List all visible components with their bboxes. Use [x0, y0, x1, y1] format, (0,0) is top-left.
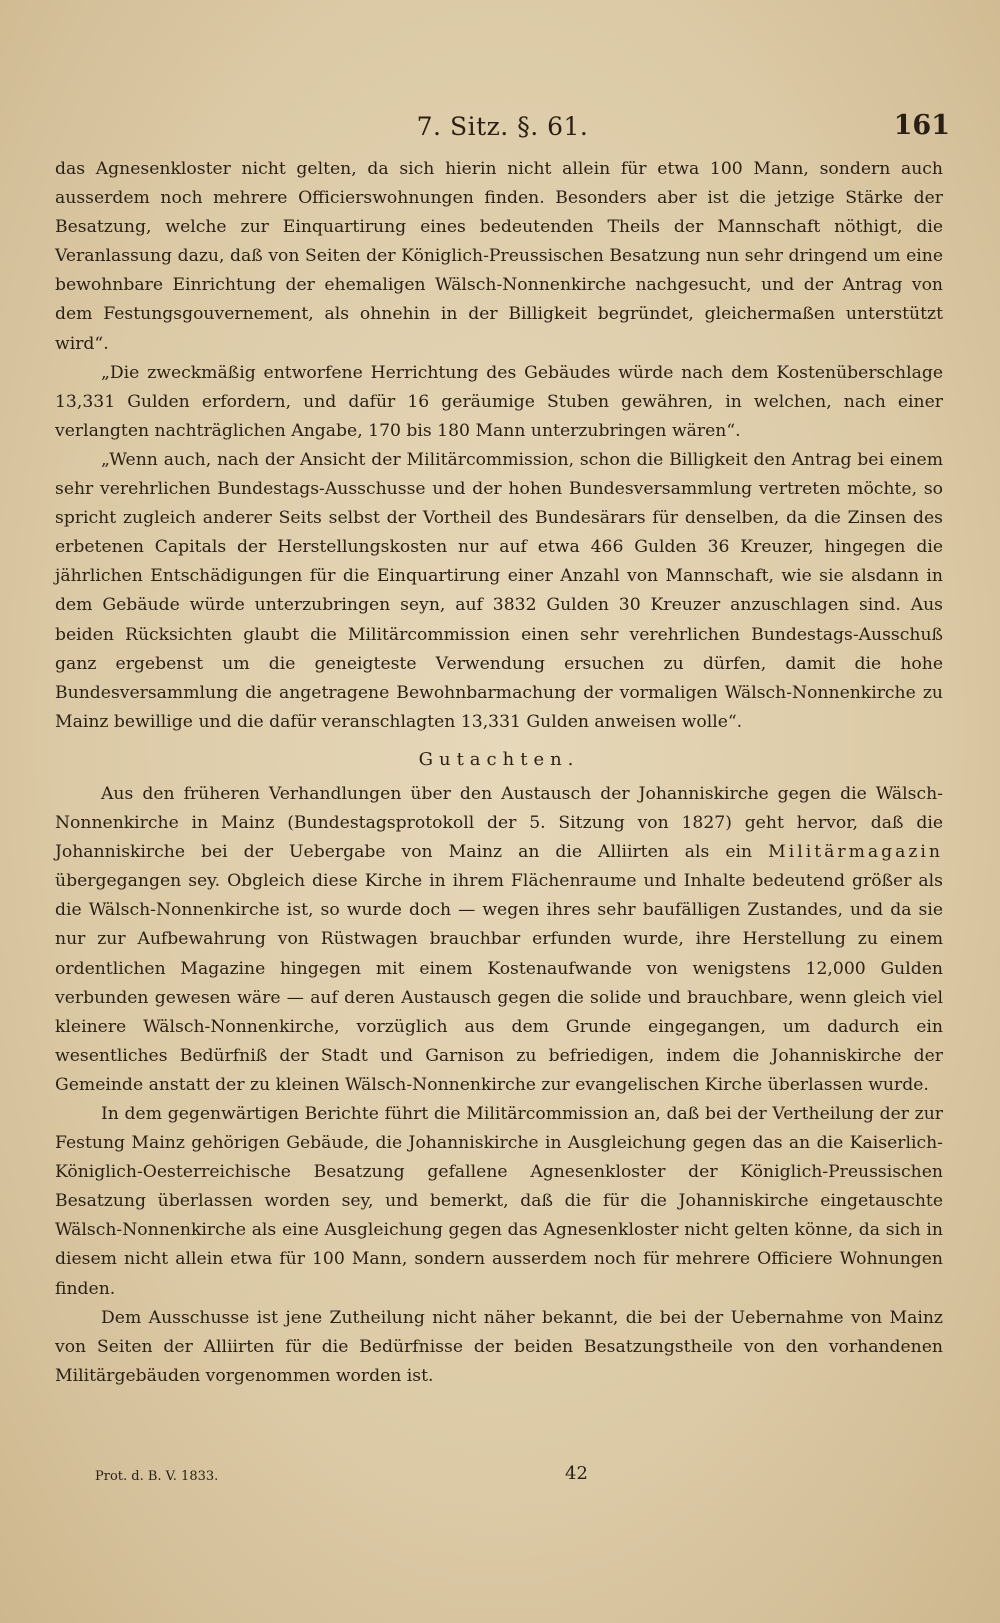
paragraph-gutachten-3: Dem Ausschusse ist jene Zutheilung nicht näher bekannt, die bei der Uebernahme von Mainz von Seiten der Alliirten für die Bedürfnisse der beiden Besatzungstheile von den vorhandenen Militärgebäuden vorgenommen worden ist.: [55, 1307, 943, 1386]
paragraph-cost-estimate: „Die zweckmäßig entworfene Herrichtung des Gebäudes würde nach dem Kostenüberschlage 13,331 Gulden erfordern, und dafür 16 geräumige Stuben gewähren, in welchen, nach einer verlangten nachträglichen Angabe, 170 bis 180 Mann unterzubringen wären“.: [55, 362, 943, 441]
section-heading: Gutachten.: [418, 748, 580, 770]
paragraph-gutachten-2: In dem gegenwärtigen Berichte führt die Militärcommission an, daß bei der Vertheilung der zur Festung Mainz gehörigen Gebäude, die Johanniskirche in Ausgleichung gegen das an die Kaiserlich-Königlich-Oesterreichische Besatzung gefallene Agnesenkloster der Königlich-Preussischen Besatzung überlassen worden sey, und bemerkt, daß die für die Johanniskirche eingetauschte Wälsch-Nonnenkirche als eine Ausgleichung gegen das Agnesenkloster nicht gelten könne, da sich in diesem nicht allein etwa für 100 Mann, sondern ausserdem noch für mehrere Officiere Wohnungen finden.: [55, 1104, 943, 1299]
running-title: 7. Sitz. §. 61.: [416, 112, 589, 141]
page-number: 161: [893, 110, 950, 141]
paragraph-military-commission: „Wenn auch, nach der Ansicht der Militärcommission, schon die Billigkeit den Antrag bei einem sehr verehrlichen Bundestags-Ausschusse und der hohen Bundesversammlung vertreten möchte, so spricht zugleich anderer Seits selbst der Vortheil des Bundesärars für denselben, da die Zinsen des erbetenen Capitals der Herstellungskosten nur auf etwa 466 Gulden 36 Kreuzer, hingegen die jährlichen Entschädigungen für die Einquartirung einer Anzahl von Mannschaft, wie sie alsdann in dem Gebäude würde unterzubringen seyn, auf 3832 Gulden 30 Kreuzer anzuschlagen sind. Aus beiden Rücksichten glaubt die Militärcommission einen sehr verehrlichen Bundestags-Ausschuß ganz ergebenst um die geneigteste Verwendung ersuchen zu dürfen, damit die hohe Bundesversammlung die angetragene Bewohnbarmachung der vormaligen Wälsch-Nonnenkirche zu Mainz bewillige und die dafür veranschlagten 13,331 Gulden anweisen wolle“.: [55, 449, 943, 732]
page-footer: [55, 1463, 950, 1493]
gutachten-1-after: übergegangen sey. Obgleich diese Kirche in ihrem Flächenraume und Inhalte bedeutend größer als die Wälsch-Nonnenkirche ist, so wurde doch — wegen ihres sehr baufälligen Zustandes, und da sie nur zur Aufbewahrung von Rüstwagen brauchbar erfunden wurde, ihre Herstellung zu einem ordentlichen Magazine hingegen mit einem Kostenaufwande von wenigstens 12,000 Gulden verbunden gewesen wäre — auf deren Austausch gegen die solide und brauchbare, wenn gleich viel kleinere Wälsch-Nonnenkirche, vorzüglich aus dem Grunde eingegangen, um dadurch ein wesentliches Bedürfniß der Stadt und Garnison zu befriedigen, indem die Johanniskirche der Gemeinde anstatt der zu kleinen Wälsch-Nonnenkirche zur evangelischen Kirche überlassen wurde.: [55, 871, 943, 1095]
page-header: [55, 108, 950, 148]
body-text: [55, 155, 943, 1391]
gutachten-1-before: Aus den früheren Verhandlungen über den Austausch der Johanniskirche gegen die Wälsch-Nonnenkirche in Mainz (Bundestagsprotokoll der 5. Sitzung von 1827) geht hervor, daß die Johanniskirche bei der Uebergabe von Mainz an die Alliirten als ein: [55, 783, 943, 863]
paragraph-continuation: das Agnesenkloster nicht gelten, da sich hierin nicht allein für etwa 100 Mann, sondern auch ausserdem noch mehrere Officierswohnungen finden. Besonders aber ist die jetzige Stärke der Besatzung, welche zur Einquartirung eines bedeutenden Theils der Mannschaft nöthigt, die Veranlassung dazu, daß von Seiten der Königlich-Preussischen Besatzung nun sehr dringend um eine bewohnbare Einrichtung der ehemaligen Wälsch-Nonnenkirche nachgesucht, und der Antrag von dem Festungsgouvernement, als ohnehin in der Billigkeit begründet, gleichermaßen unterstützt wird“.: [55, 159, 943, 354]
emphasis-militaermagazin: Militärmagazin: [768, 842, 943, 863]
paragraph-gutachten-1: [55, 780, 943, 1100]
signature-mark: 42: [565, 1463, 588, 1484]
footer-protocol-ref: Prot. d. B. V. 1833.: [95, 1469, 219, 1484]
